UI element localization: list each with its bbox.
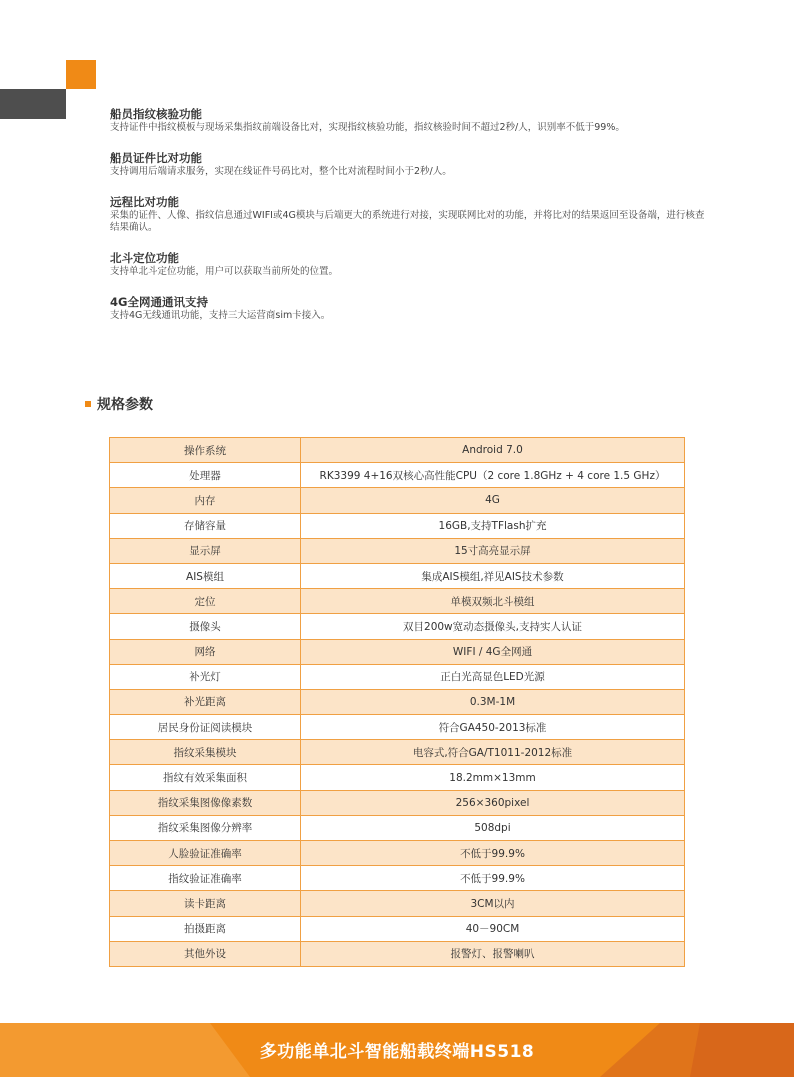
feature-title: 4G全网通通讯支持 (110, 295, 208, 309)
spec-value: RK3399 4+16双核心高性能CPU（2 core 1.8GHz + 4 core 1.5 GHz） (301, 463, 685, 488)
spec-value: 40－90CM (301, 916, 685, 941)
spec-section-heading (85, 394, 153, 414)
table-row (110, 513, 685, 538)
spec-value: 18.2mm×13mm (301, 765, 685, 790)
table-row (110, 866, 685, 891)
spec-value: 15寸高亮显示屏 (301, 538, 685, 563)
decorative-orange-block (66, 60, 96, 89)
table-row (110, 589, 685, 614)
feature-item (110, 106, 710, 134)
feature-title: 远程比对功能 (110, 195, 179, 209)
feature-title: 船员证件比对功能 (110, 151, 202, 165)
table-row (110, 463, 685, 488)
table-row (110, 488, 685, 513)
table-row (110, 639, 685, 664)
spec-key: 显示屏 (110, 538, 301, 563)
spec-value: 集成AIS模组,祥见AIS技术参数 (301, 563, 685, 588)
spec-key: 其他外设 (110, 941, 301, 966)
feature-description: 支持证件中指纹模板与现场采集指纹前端设备比对，实现指纹核验功能，指纹核验时间不超过2秒/人，识别率不低于99%。 (110, 122, 625, 133)
spec-key: 操作系统 (110, 438, 301, 463)
spec-key: 拍摄距离 (110, 916, 301, 941)
footer-product-title: 多功能单北斗智能船载终端HS518 (259, 1042, 535, 1062)
spec-value: 单模双频北斗模组 (301, 589, 685, 614)
feature-list (110, 106, 710, 338)
table-row (110, 538, 685, 563)
square-bullet-icon (85, 401, 91, 407)
spec-key: 指纹有效采集面积 (110, 765, 301, 790)
spec-key: 存储容量 (110, 513, 301, 538)
spec-value: 正白光高显色LED光源 (301, 664, 685, 689)
table-row (110, 438, 685, 463)
feature-item (110, 194, 710, 234)
feature-description: 采集的证件、人像、指纹信息通过WIFI或4G模块与后端更大的系统进行对接，实现联网比对的功能，并将比对的结果返回至设备端，进行核查结果确认。 (110, 210, 705, 233)
spec-value: 报警灯、报警喇叭 (301, 941, 685, 966)
feature-item (110, 150, 710, 178)
feature-item (110, 250, 710, 278)
table-row (110, 790, 685, 815)
spec-value: Android 7.0 (301, 438, 685, 463)
table-row (110, 941, 685, 966)
spec-key: 人脸验证准确率 (110, 841, 301, 866)
spec-table (109, 437, 685, 967)
table-row (110, 815, 685, 840)
decorative-gray-bar (0, 89, 66, 119)
table-row (110, 765, 685, 790)
spec-key: 指纹采集图像分辨率 (110, 815, 301, 840)
table-row (110, 891, 685, 916)
spec-value: 电容式,符合GA/T1011-2012标准 (301, 740, 685, 765)
spec-value: 不低于99.9% (301, 866, 685, 891)
table-row (110, 916, 685, 941)
spec-key: 指纹验证准确率 (110, 866, 301, 891)
feature-description: 支持4G无线通讯功能，支持三大运营商sim卡接入。 (110, 310, 331, 321)
footer-banner (0, 1023, 794, 1077)
feature-description: 支持调用后端请求服务，实现在线证件号码比对，整个比对流程时间小于2秒/人。 (110, 166, 452, 177)
spec-key: 处理器 (110, 463, 301, 488)
table-row (110, 841, 685, 866)
spec-key: 摄像头 (110, 614, 301, 639)
table-row (110, 689, 685, 714)
feature-title: 北斗定位功能 (110, 251, 179, 265)
spec-key: 内存 (110, 488, 301, 513)
spec-value: 16GB,支持TFlash扩充 (301, 513, 685, 538)
spec-key: 居民身份证阅读模块 (110, 715, 301, 740)
spec-value: 508dpi (301, 815, 685, 840)
spec-key: 补光灯 (110, 664, 301, 689)
spec-value: 4G (301, 488, 685, 513)
spec-key: 补光距离 (110, 689, 301, 714)
feature-title: 船员指纹核验功能 (110, 107, 202, 121)
spec-key: 网络 (110, 639, 301, 664)
table-row (110, 614, 685, 639)
feature-description: 支持单北斗定位功能，用户可以获取当前所处的位置。 (110, 266, 339, 277)
spec-value: 3CM以内 (301, 891, 685, 916)
spec-value: 256×360pixel (301, 790, 685, 815)
table-row (110, 664, 685, 689)
spec-value: WIFI / 4G全网通 (301, 639, 685, 664)
table-row (110, 740, 685, 765)
spec-value: 不低于99.9% (301, 841, 685, 866)
table-row (110, 563, 685, 588)
spec-key: 读卡距离 (110, 891, 301, 916)
table-row (110, 715, 685, 740)
spec-value: 符合GA450-2013标准 (301, 715, 685, 740)
feature-item (110, 294, 710, 322)
spec-key: AIS模组 (110, 563, 301, 588)
spec-key: 指纹采集图像像素数 (110, 790, 301, 815)
spec-key: 指纹采集模块 (110, 740, 301, 765)
spec-value: 双目200w宽动态摄像头,支持实人认证 (301, 614, 685, 639)
spec-value: 0.3M-1M (301, 689, 685, 714)
spec-title: 规格参数 (97, 397, 153, 413)
spec-key: 定位 (110, 589, 301, 614)
